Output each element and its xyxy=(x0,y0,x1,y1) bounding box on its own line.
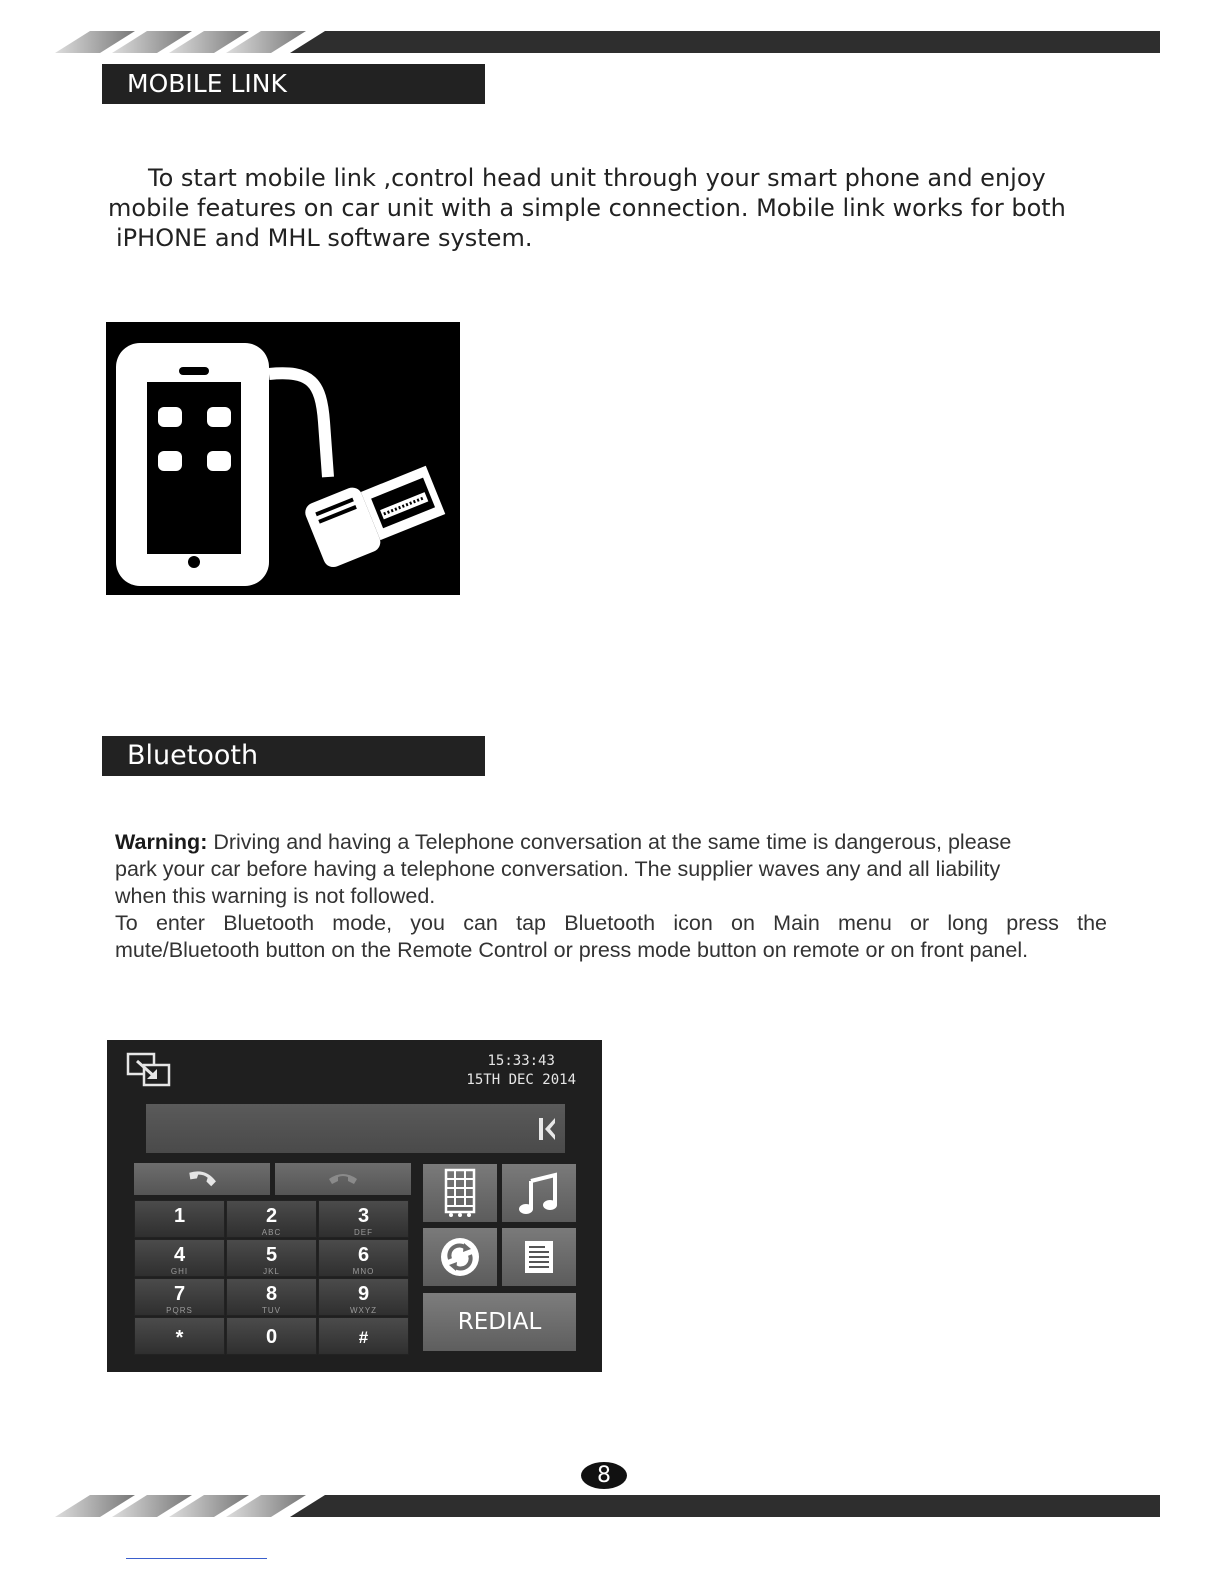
keypad-key-7[interactable] xyxy=(134,1278,225,1316)
key-letters: DEF xyxy=(354,1228,373,1237)
mobile-link-heading: MOBILE LINK xyxy=(102,64,485,104)
phonebook-icon xyxy=(443,1168,477,1218)
intro-line: mobile features on car unit with a simple connection. Mobile link works for both xyxy=(108,194,1066,222)
keypad-key-1[interactable] xyxy=(134,1200,225,1238)
key-letters: WXYZ xyxy=(349,1306,378,1315)
clock-display xyxy=(466,1052,576,1090)
end-call-button[interactable] xyxy=(275,1163,411,1195)
phone-hdmi-cable-icon xyxy=(106,322,460,595)
footer-link-underline xyxy=(126,1558,267,1559)
key-digit: # xyxy=(358,1328,369,1347)
key-letters: GHI xyxy=(170,1267,189,1276)
key-digit: 8 xyxy=(265,1283,278,1305)
warning-line: park your car before having a telephone conversation. The supplier waves any and all liability xyxy=(115,857,1001,881)
intro-line: iPHONE and MHL software system. xyxy=(116,224,533,252)
clock-time: 15:33:43 xyxy=(487,1053,555,1069)
keypad-key-0[interactable] xyxy=(226,1317,317,1355)
keypad-key-8[interactable] xyxy=(226,1278,317,1316)
redial-button[interactable]: REDIAL xyxy=(423,1293,576,1351)
key-letters: JKL xyxy=(263,1267,280,1276)
bluetooth-music-button[interactable] xyxy=(502,1164,576,1222)
key-digit: 3 xyxy=(357,1205,370,1227)
key-digit: 5 xyxy=(265,1244,278,1266)
footer-stripe-bar xyxy=(55,1494,1160,1518)
music-note-icon xyxy=(519,1171,559,1215)
instruction-line: mute/Bluetooth button on the Remote Control or press mode button on remote or on front panel. xyxy=(115,938,1029,962)
call-log-button[interactable] xyxy=(502,1228,576,1286)
answer-call-button[interactable] xyxy=(134,1163,270,1195)
key-digit: 9 xyxy=(357,1283,370,1305)
clock-date: 15TH DEC 2014 xyxy=(466,1072,576,1088)
key-digit: 0 xyxy=(265,1326,278,1348)
keypad-key-2[interactable] xyxy=(226,1200,317,1238)
sync-icon xyxy=(438,1235,482,1279)
key-digit: * xyxy=(175,1327,184,1349)
warning-line: when this warning is not followed. xyxy=(115,884,436,908)
phone-answer-icon xyxy=(184,1169,220,1189)
key-letters: ABC xyxy=(261,1228,282,1237)
key-digit: 6 xyxy=(357,1244,370,1266)
key-letters: TUV xyxy=(262,1306,281,1315)
mobile-link-intro xyxy=(108,163,1118,253)
warning-line xyxy=(115,829,1107,856)
key-digit: 7 xyxy=(173,1283,186,1305)
keypad-key-5[interactable] xyxy=(226,1239,317,1277)
bluetooth-heading: Bluetooth xyxy=(102,736,485,776)
key-digit: 1 xyxy=(173,1205,186,1227)
keypad-key-6[interactable] xyxy=(318,1239,409,1277)
key-letters: PQRS xyxy=(166,1306,193,1315)
keypad-key-star[interactable] xyxy=(134,1317,225,1355)
key-digit: 4 xyxy=(173,1244,186,1266)
dial-keypad xyxy=(134,1200,411,1358)
keypad-key-4[interactable] xyxy=(134,1239,225,1277)
backspace-icon[interactable] xyxy=(537,1115,557,1143)
dial-number-field[interactable] xyxy=(146,1104,565,1153)
call-log-icon xyxy=(523,1239,555,1275)
key-letters: MNO xyxy=(352,1267,375,1276)
keypad-key-hash[interactable] xyxy=(318,1317,409,1355)
instruction-line: To enter Bluetooth mode, you can tap Bluetooth icon on Main menu or long press the xyxy=(115,911,1107,935)
warning-text: Driving and having a Telephone conversation at the same time is dangerous, please xyxy=(207,830,1012,854)
resize-window-icon[interactable] xyxy=(126,1052,172,1088)
keypad-key-3[interactable] xyxy=(318,1200,409,1238)
warning-label: Warning: xyxy=(115,830,208,854)
bluetooth-dialer-screen xyxy=(107,1040,602,1372)
bluetooth-warning xyxy=(115,829,1107,964)
page-number: 8 xyxy=(581,1462,627,1489)
key-digit: 2 xyxy=(265,1205,278,1227)
phone-hangup-icon xyxy=(325,1169,361,1189)
sync-button[interactable] xyxy=(423,1228,497,1286)
header-stripe-bar xyxy=(55,30,1160,54)
contacts-button[interactable] xyxy=(423,1164,497,1222)
intro-line: To start mobile link ,control head unit through your smart phone and enjoy xyxy=(148,164,1046,192)
keypad-key-9[interactable] xyxy=(318,1278,409,1316)
